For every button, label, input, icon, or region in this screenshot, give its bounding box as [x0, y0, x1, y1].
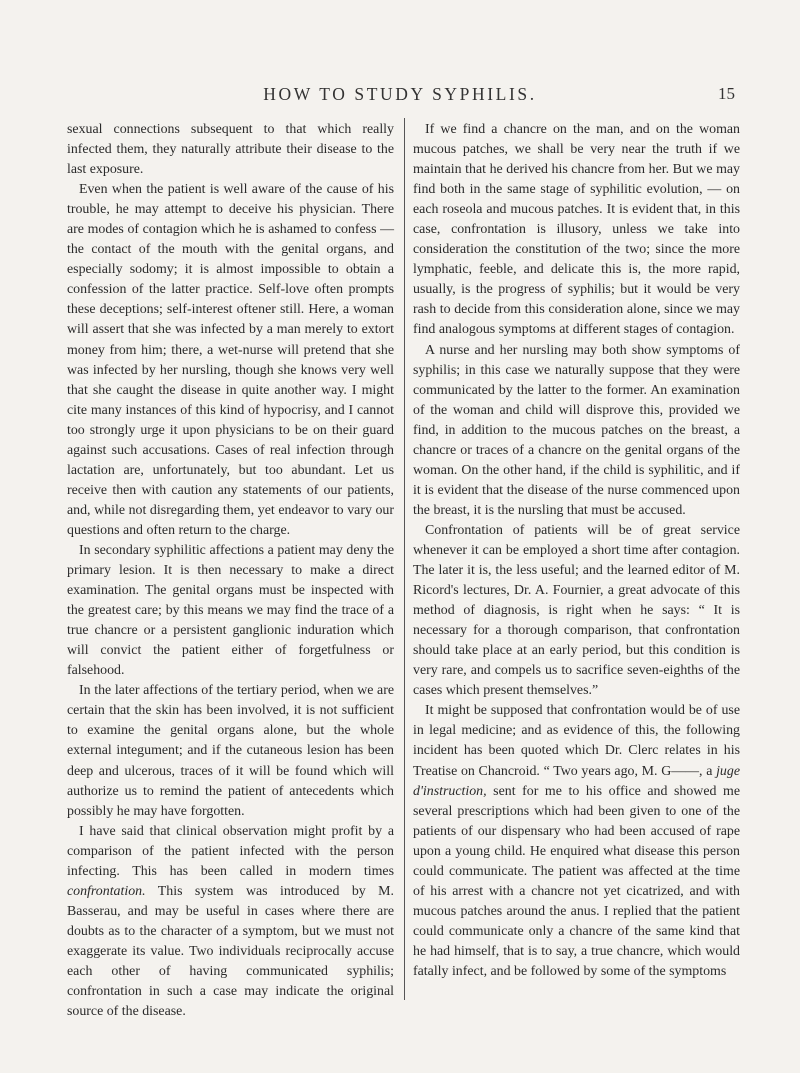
paragraph: A nurse and her nursling may both show symptoms of syphilis; in this case we naturally suppose that they were communicated by the latter to the former. An examination of the woman and child will disprove this, provided we find, in addition to the mucous patches on the breast, a chancre or traces of a chancre on the genital organs of the woman. On the other hand, if the child is syphilitic, and if it is evident that the disease of the nurse commenced upon the breast, it is the nursling that must be accused. — [413, 342, 740, 518]
paragraph: Confrontation of patients will be of great service whenever it can be employed a short time after contagion. The later it is, the less useful; and the learned editor of M. Ricord's lectures, Dr. A. Fournier, a great advocate of this method of diagnosis, is right when he says: “ It is necessary for a thorough comparison, that confrontation should take place at an early period, but this condition is very rare, and compels us to sacrifice seven-eighths of the cases which present themselves.” — [413, 522, 740, 699]
text-run: It might be supposed that confrontation would be of use in legal medicine; and as evidence of this, the following incident has been quoted which Dr. Clerc relates in his Treatise on Chancroid. “ Two years ago, M. G——, a — [413, 703, 740, 779]
paragraph: In secondary syphilitic affections a patient may deny the primary lesion. It is then necessary to make a direct examination. The genital organs must be inspected with the greatest care; by this means we may find the trace of a true chancre or a persistent ganglionic induration which will convict the patient either of forgetfulness or falsehood. — [67, 542, 394, 679]
paragraph: sexual connections subsequent to that which really infected them, they naturally attribute their disease to the last exposure. — [67, 122, 394, 178]
text-run: This system was introduced by M. Basserau, and may be useful in cases where there are doubts as to the character of a symptom, but we must not exaggerate its value. Two individuals reciprocally accuse each other of having communicated syphilis; confrontation in such a case may indicate the original source of the disease. — [67, 883, 394, 1020]
running-title: HOW TO STUDY SYPHILIS. — [263, 84, 537, 104]
text-run: sent for me to his office and showed me several prescriptions which had been given to one of the patients of our dispensary who had been accused of rape upon a young child. He enquired what disease this person could communicate. The patient was affected at the time of his arrest with a chancre not yet cicatrized, and with mucous patches around the anus. I replied that the patient could communicate only a chancre of the same kind that he had himself, that is to say, a true chancre, which would fatally infect, and be followed by some of the symptoms — [413, 783, 740, 979]
paragraph — [67, 822, 394, 1022]
page-number: 15 — [718, 84, 735, 103]
page-header — [0, 84, 800, 108]
paragraph: If we find a chancre on the man, and on the woman mucous patches, we shall be very near the truth if we maintain that he derived his chancre from her. But we may find both in the same stage of syphilitic evolution, — on each roseola and mucous patches. It is evident that, in this case, confrontation is illusory, unless we take into consideration the constitution of the two; since the more lymphatic, feeble, and delicate this is, the more rapid, usually, is the progress of syphilis; but it would be very rash to decide from this consideration alone, since we may find analogous symptoms at different stages of contagion. — [413, 122, 740, 338]
column-divider — [404, 118, 405, 1000]
left-column — [67, 120, 394, 1022]
right-column — [413, 120, 740, 982]
text-run: I have said that clinical observation might profit by a comparison of the patient infected with the person infecting. This has been called in modern times — [67, 823, 394, 879]
italic-term: confrontation. — [67, 883, 146, 899]
italic-term: juge d'instruction, — [413, 763, 740, 799]
paragraph: Even when the patient is well aware of the cause of his trouble, he may attempt to deceive his physician. There are modes of contagion which he is ashamed to confess — the contact of the mouth with the genital organs, and especially sodomy; it is almost impossible to obtain a confession of the latter practice. Self-love often prompts these deceptions; self-interest oftener still. Here, a woman will assert that she was infected by a man merely to extort money from him; there, a wet-nurse will pretend that she was infected by her nursling, though she knows very well that she caught the disease in quite another way. I might cite many instances of this kind of hypocrisy, and I cannot too strongly urge it upon physicians to be on their guard against such accusations. Cases of real infection through lactation are, unfortunately, but too abundant. Let us receive then with caution any statements of our patients, and, while not disregarding them, yet endeavor to vary our questions and often return to the charge. — [67, 182, 394, 538]
paragraph — [413, 701, 740, 982]
paragraph: In the later affections of the tertiary period, when we are certain that the skin has been involved, it is not sufficient to examine the genital organs alone, but the whole external integument; and if the cutaneous lesion has been deep and ulcerous, traces of it will be found which will authorize us to remind the patient of antecedents which possibly he may have forgotten. — [67, 683, 394, 819]
